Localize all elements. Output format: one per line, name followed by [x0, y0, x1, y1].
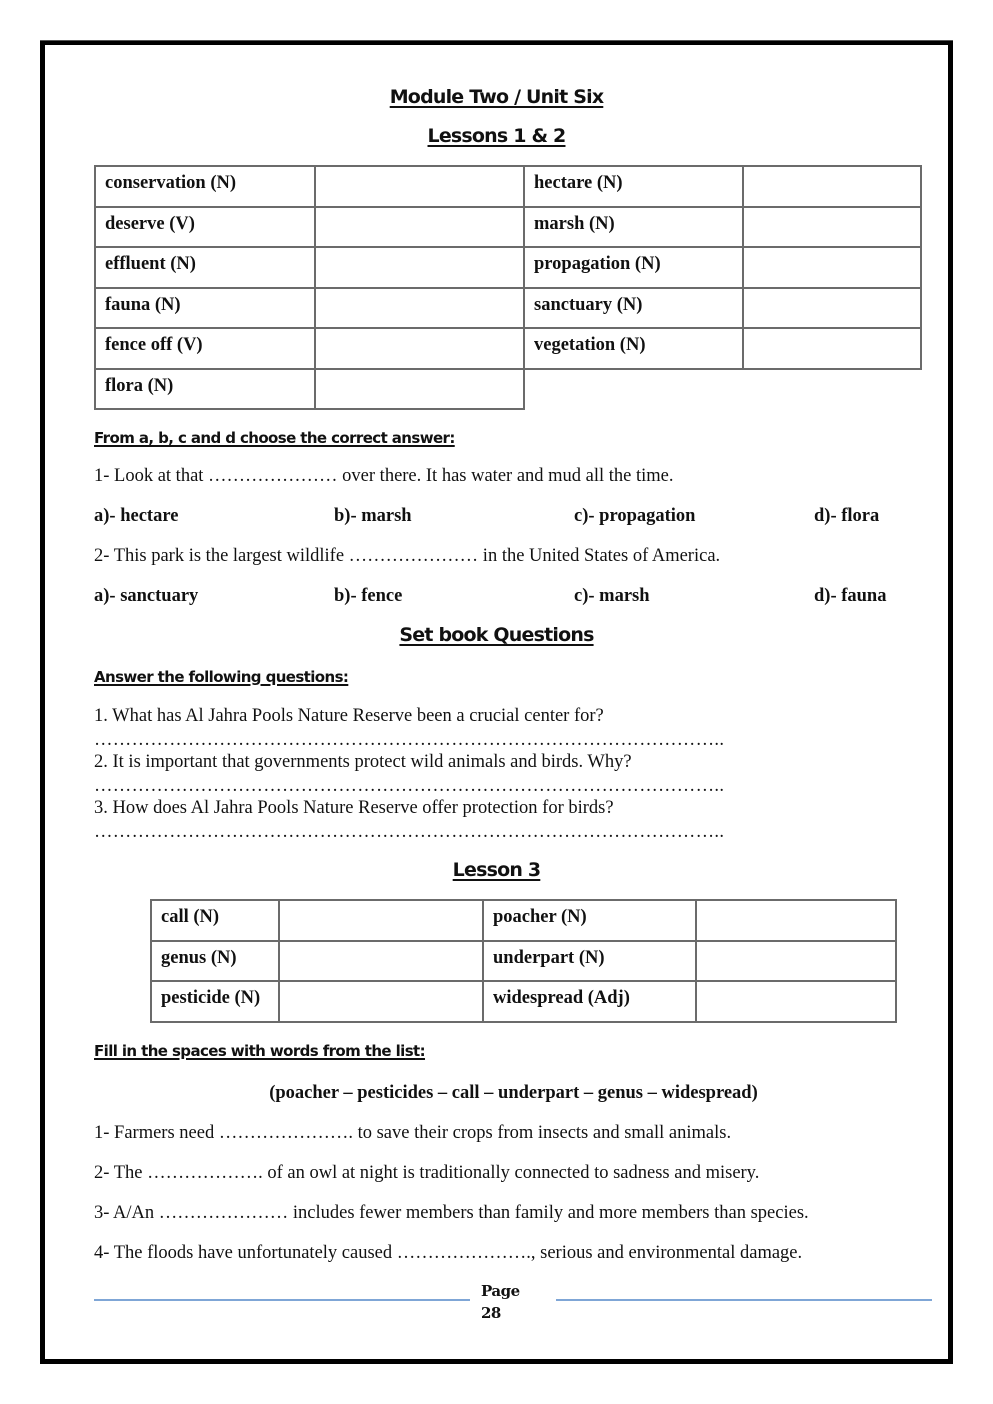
option-c[interactable]: c)- propagation [574, 506, 696, 526]
set-book-title: Set book Questions [399, 624, 594, 646]
definition-cell[interactable] [315, 288, 524, 329]
table-row [95, 207, 921, 248]
definition-cell[interactable] [315, 247, 524, 288]
definition-cell[interactable] [696, 900, 896, 941]
option-b[interactable]: b)- marsh [334, 506, 412, 526]
vocab-word: deserve (V) [95, 207, 315, 248]
definition-cell[interactable] [743, 328, 921, 369]
vocab-word: effluent (N) [95, 247, 315, 288]
vocab-word: vegetation (N) [524, 328, 743, 369]
vocab-word: widespread (Adj) [483, 981, 696, 1022]
word-list: (poacher – pesticides – call – underpart – genus – widespread) [269, 1083, 758, 1103]
vocab-word: call (N) [151, 900, 279, 941]
mc-options-2 [94, 586, 914, 610]
mc-question-2: 2- This park is the largest wildlife ………………… in the United States of America. [94, 546, 721, 566]
table-row [151, 941, 896, 982]
setbook-question-3: 3. How does Al Jahra Pools Nature Reserve offer protection for birds? [94, 798, 614, 818]
definition-cell[interactable] [279, 981, 483, 1022]
definition-cell[interactable] [743, 247, 921, 288]
vocab-word: sanctuary (N) [524, 288, 743, 329]
option-a[interactable]: a)- sanctuary [94, 586, 199, 606]
page-number [481, 1280, 520, 1324]
multiple-choice-heading: From a, b, c and d choose the correct answer: [94, 429, 455, 447]
vocab-word: genus (N) [151, 941, 279, 982]
definition-cell[interactable] [315, 328, 524, 369]
footer-divider-left [94, 1299, 470, 1301]
setbook-question-2: 2. It is important that governments protect wild animals and birds. Why? [94, 752, 632, 772]
fill-in-heading: Fill in the spaces with words from the list: [94, 1042, 426, 1060]
definition-cell[interactable] [743, 207, 921, 248]
definition-cell[interactable] [696, 941, 896, 982]
vocab-word: marsh (N) [524, 207, 743, 248]
vocab-table-lessons-1-2 [94, 165, 922, 410]
definition-cell[interactable] [315, 166, 524, 207]
answer-line-3[interactable]: ……………………………………………………………………………………….. [94, 822, 725, 842]
table-row [95, 288, 921, 329]
table-row [95, 369, 921, 410]
vocab-word: underpart (N) [483, 941, 696, 982]
fill-sentence-2: 2- The ………………. of an owl at night is traditionally connected to sadness and misery. [94, 1163, 760, 1183]
definition-cell[interactable] [315, 369, 524, 410]
definition-cell[interactable] [743, 166, 921, 207]
table-row [95, 166, 921, 207]
empty-cell [743, 369, 921, 410]
page-number-value: 28 [481, 1304, 501, 1322]
vocab-table-lesson-3 [150, 899, 897, 1023]
vocab-word: hectare (N) [524, 166, 743, 207]
table-row [151, 981, 896, 1022]
module-title: Module Two / Unit Six [389, 86, 604, 108]
footer-divider-right [556, 1299, 932, 1301]
option-d[interactable]: d)- fauna [814, 586, 887, 606]
vocab-word: flora (N) [95, 369, 315, 410]
definition-cell[interactable] [279, 941, 483, 982]
definition-cell[interactable] [696, 981, 896, 1022]
answer-questions-heading: Answer the following questions: [94, 668, 349, 686]
page-word: Page [481, 1282, 520, 1300]
fill-sentence-3: 3- A/An ………………… includes fewer members than family and more members than species. [94, 1203, 809, 1223]
table-row [95, 247, 921, 288]
setbook-question-1: 1. What has Al Jahra Pools Nature Reserve been a crucial center for? [94, 706, 604, 726]
table-row [151, 900, 896, 941]
vocab-word: fauna (N) [95, 288, 315, 329]
answer-line-1[interactable]: ……………………………………………………………………………………….. [94, 730, 725, 750]
empty-cell [524, 369, 743, 410]
option-d[interactable]: d)- flora [814, 506, 880, 526]
vocab-word: propagation (N) [524, 247, 743, 288]
vocab-word: conservation (N) [95, 166, 315, 207]
mc-options-1 [94, 506, 914, 530]
option-b[interactable]: b)- fence [334, 586, 403, 606]
vocab-word: poacher (N) [483, 900, 696, 941]
definition-cell[interactable] [279, 900, 483, 941]
answer-line-2[interactable]: ……………………………………………………………………………………….. [94, 776, 725, 796]
option-a[interactable]: a)- hectare [94, 506, 179, 526]
lesson-3-title: Lesson 3 [452, 859, 541, 881]
fill-sentence-4: 4- The floods have unfortunately caused …………………., serious and environmental damage. [94, 1243, 803, 1263]
table-row [95, 328, 921, 369]
option-c[interactable]: c)- marsh [574, 586, 650, 606]
definition-cell[interactable] [743, 288, 921, 329]
definition-cell[interactable] [315, 207, 524, 248]
lessons-1-2-title: Lessons 1 & 2 [427, 125, 566, 147]
mc-question-1: 1- Look at that ………………… over there. It has water and mud all the time. [94, 466, 674, 486]
fill-sentence-1: 1- Farmers need …………………. to save their crops from insects and small animals. [94, 1123, 732, 1143]
vocab-word: fence off (V) [95, 328, 315, 369]
vocab-word: pesticide (N) [151, 981, 279, 1022]
